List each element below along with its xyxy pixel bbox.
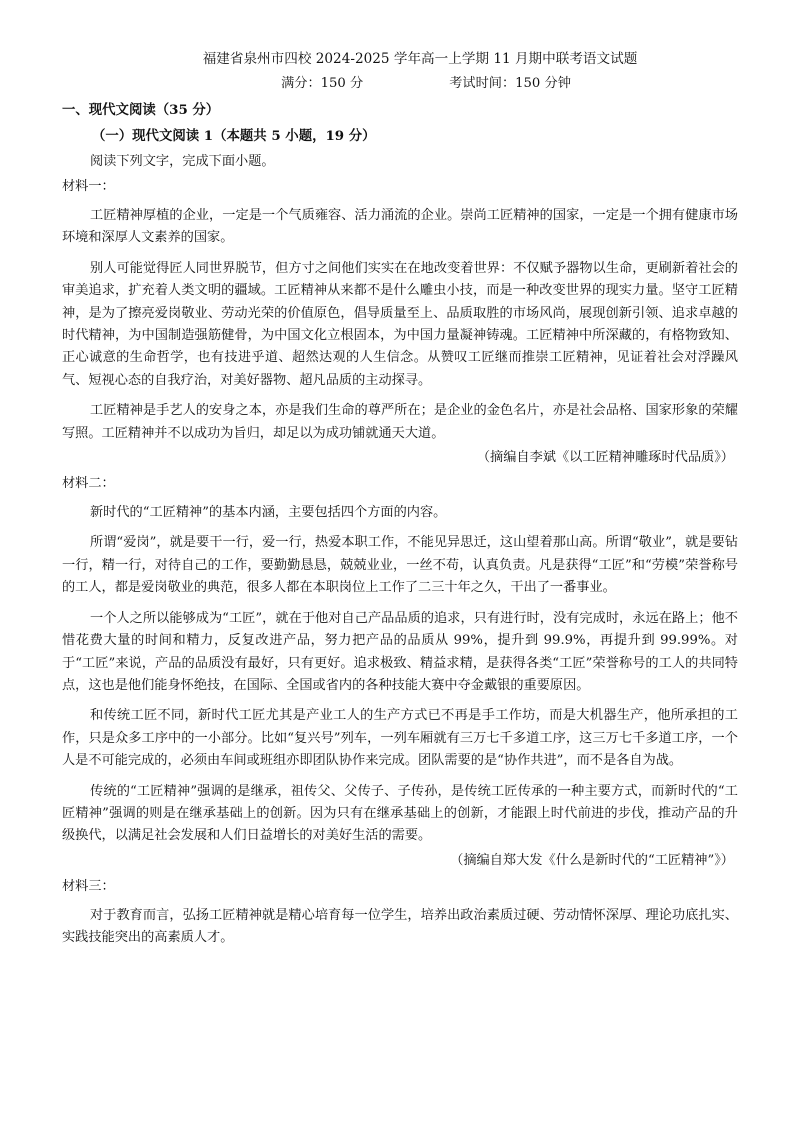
- material-2-paragraph: 传统的“工匠精神”强调的是继承，祖传父、父传子、子传孙，是传统工匠传承的一种主要方式，而新时代的“工匠精神”强调的则是在继承基础上的创新。因为只有在继承基础上的创新，才能跟上时代前进的步伐，推动产品的升级换代，以满足社会发展和人们日益增长的对美好生活的需要。: [62, 783, 738, 844]
- material-2-paragraph: 所谓“爱岗”，就是要干一行，爱一行，热爱本职工作，不能见异思迁，这山望着那山高。所谓“敬业”，就是要钻一行，精一行，对待自己的工作，要勤勤恳恳，兢兢业业，一丝不苟，认真负责。凡是获得“工匠”和“劳模”荣誉称号的工人，都是爱岗敬业的典范，很多人都在本职岗位上工作了二三十年之久，干出了一番事业。: [62, 535, 738, 596]
- material-3-paragraph: 对于教育而言，弘扬工匠精神就是精心培育每一位学生，培养出政治素质过硬、劳动情怀深厚、理论功底扎实、实践技能突出的高素质人才。: [62, 907, 738, 946]
- material-1-source: （摘编自李斌《以工匠精神雕琢时代品质》）: [476, 450, 734, 466]
- material-1-label: 材料一：: [62, 179, 115, 194]
- material-2-label: 材料二：: [62, 476, 115, 492]
- subsection-heading: （一）现代文阅读 1（本题共 5 小题，19 分）: [92, 128, 376, 144]
- exam-meta: [114, 71, 738, 97]
- material-2-paragraph: 和传统工匠不同，新时代工匠尤其是产业工人的生产方式已不再是手工作坊，而是大机器生产，他所承担的工作，只是众多工序中的一小部分。比如“复兴号”列车，一列车厢就有三万七千多道工序，这三万七千多道工序，一个人是不可能完成的，必须由车间或班组亦即团队协作来完成。团队需要的是“协作共进”，而不是各自为战。: [62, 708, 738, 769]
- material-1-paragraph: 工匠精神厚植的企业，一定是一个气质雍容、活力涌流的企业。崇尚工匠精神的国家，一定是一个拥有健康市场环境和深厚人文素养的国家。: [62, 208, 738, 246]
- material-2-source: （摘编自郑大发《什么是新时代的“工匠精神”》）: [450, 852, 734, 868]
- reading-instruction: 阅读下列文字，完成下面小题。: [90, 154, 275, 169]
- material-3-label: 材料三：: [62, 878, 115, 894]
- material-1-paragraph: 别人可能觉得匠人同世界脱节，但方寸之间他们实实在在地改变着世界：不仅赋予器物以生命，更刷新着社会的审美追求，扩充着人类文明的疆域。工匠精神从来都不是什么雕虫小技，而是一种改变世界的现实力量。坚守工匠精神，是为了擦亮爱岗敬业、劳动光荣的价值原色，倡导质量至上、品质取胜的市场风尚，展现创新引领、追求卓越的时代精神，为中国制造强筋健骨，为中国文化立根固本，为中国力量凝神铸魂。工匠精神中所深藏的，有格物致知、正心诚意的生命哲学，也有技进乎道、超然达观的人生信念。从赞叹工匠继而推崇工匠精神，见证着社会对浮躁风气、短视心态的自我疗治，对美好器物、超凡品质的主动探寻。: [62, 260, 738, 388]
- material-1-paragraph: 工匠精神是手艺人的安身之本，亦是我们生命的尊严所在；是企业的金色名片，亦是社会品格、国家形象的荣耀写照。工匠精神并不以成功为旨归，却足以为成功铺就通天大道。: [62, 403, 738, 441]
- full-score: 满分：150 分: [281, 76, 364, 91]
- material-2-paragraph: 一个人之所以能够成为“工匠”，就在于他对自己产品品质的追求，只有进行时，没有完成时，永远在路上；他不惜花费大量的时间和精力，反复改进产品，努力把产品的品质从 99%，提升到 99.9%，再提升到 99.99%。对于“工匠”来说，产品的品质没有最好，只有更好。追求极致、精益求精，是获得各类“工匠”荣誉称号的工人的共同特点，这也是他们能身怀绝技，在国际、全国或省内的各种技能大赛中夺金戴银的重要原因。: [62, 610, 738, 693]
- exam-title: 福建省泉州市四校 2024-2025 学年高一上学期 11 月期中联考语文试题: [202, 51, 638, 67]
- exam-page: [62, 47, 738, 950]
- material-2-paragraph: 新时代的“工匠精神”的基本内涵，主要包括四个方面的内容。: [90, 505, 447, 521]
- section-heading: 一、现代文阅读（35 分）: [62, 102, 220, 118]
- exam-time: 考试时间：150 分钟: [449, 76, 571, 91]
